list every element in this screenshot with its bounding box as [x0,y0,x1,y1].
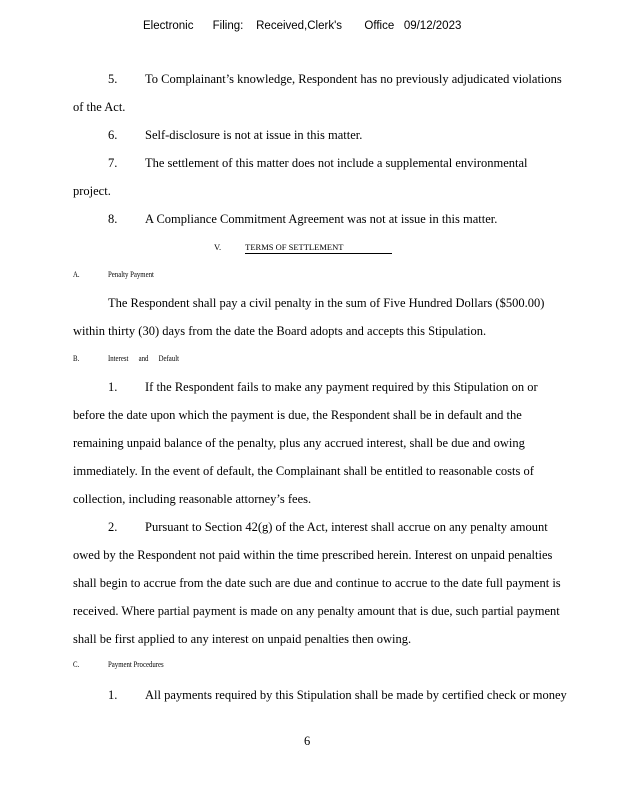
subsection-b-item-2-line-3: shall begin to accrue from the date such are due and continue to accrue to the date full payment is [73,576,561,590]
subsection-b-item-2-line-4: received. Where partial payment is made on any penalty amount that is due, such partial payment [73,604,560,618]
subsection-b-item-1-line-3: remaining unpaid balance of the penalty, plus any accrued interest, shall be due and owing [73,436,525,450]
subsection-b-item-2-line-1: Pursuant to Section 42(g) of the Act, interest shall accrue on any penalty amount [145,520,548,534]
subsection-c-letter: C. [73,660,80,669]
section-title: TERMS OF SETTLEMENT [245,242,392,254]
section-numeral: V. [214,242,222,252]
paragraph-6-number: 6. [108,128,118,142]
paragraph-7-line-2: project. [73,184,111,198]
paragraph-8-number: 8. [108,212,118,226]
paragraph-7-number: 7. [108,156,118,170]
subsection-b-item-1-line-1: If the Respondent fails to make any payment required by this Stipulation on or [145,380,538,394]
subsection-b-item-1-line-2: before the date upon which the payment is due, the Respondent shall be in default and the [73,408,522,422]
paragraph-5-number: 5. [108,72,118,86]
paragraph-5-line-1: To Complainant’s knowledge, Respondent has no previously adjudicated violations [145,72,562,86]
electronic-filing-header: Electronic Filing: Received,Clerk's Office 09/12/2023 [143,20,462,32]
paragraph-5-line-2: of the Act. [73,100,126,114]
subsection-c-heading: Payment Procedures [108,660,164,669]
subsection-b-letter: B. [73,354,80,363]
paragraph-7-line-1: The settlement of this matter does not include a supplemental environmental [145,156,528,170]
subsection-c-item-1-number: 1. [108,688,118,702]
subsection-b-item-1-line-4: immediately. In the event of default, the Complainant shall be entitled to reasonable costs of [73,464,534,478]
subsection-b-item-2-number: 2. [108,520,118,534]
subsection-a-letter: A. [73,270,80,279]
page-number: 6 [304,734,311,748]
subsection-b-item-2-line-5: shall be first applied to any interest on unpaid penalties then owing. [73,632,412,646]
subsection-b-heading: Interest and Default [108,354,180,363]
paragraph-8-line-1: A Compliance Commitment Agreement was not at issue in this matter. [145,212,498,226]
subsection-a-line-1: The Respondent shall pay a civil penalty in the sum of Five Hundred Dollars ($500.00) [108,296,545,310]
subsection-a-heading: Penalty Payment [108,270,154,279]
subsection-b-item-2-line-2: owed by the Respondent not paid within the time prescribed herein. Interest on unpaid penalties [73,548,553,562]
subsection-c-item-1-line-1: All payments required by this Stipulation shall be made by certified check or money [145,688,567,702]
section-heading [214,242,392,254]
subsection-a-line-2: within thirty (30) days from the date the Board adopts and accepts this Stipulation. [73,324,487,338]
subsection-b-item-1-number: 1. [108,380,118,394]
paragraph-6-line-1: Self-disclosure is not at issue in this matter. [145,128,363,142]
subsection-b-item-1-line-5: collection, including reasonable attorney’s fees. [73,492,312,506]
